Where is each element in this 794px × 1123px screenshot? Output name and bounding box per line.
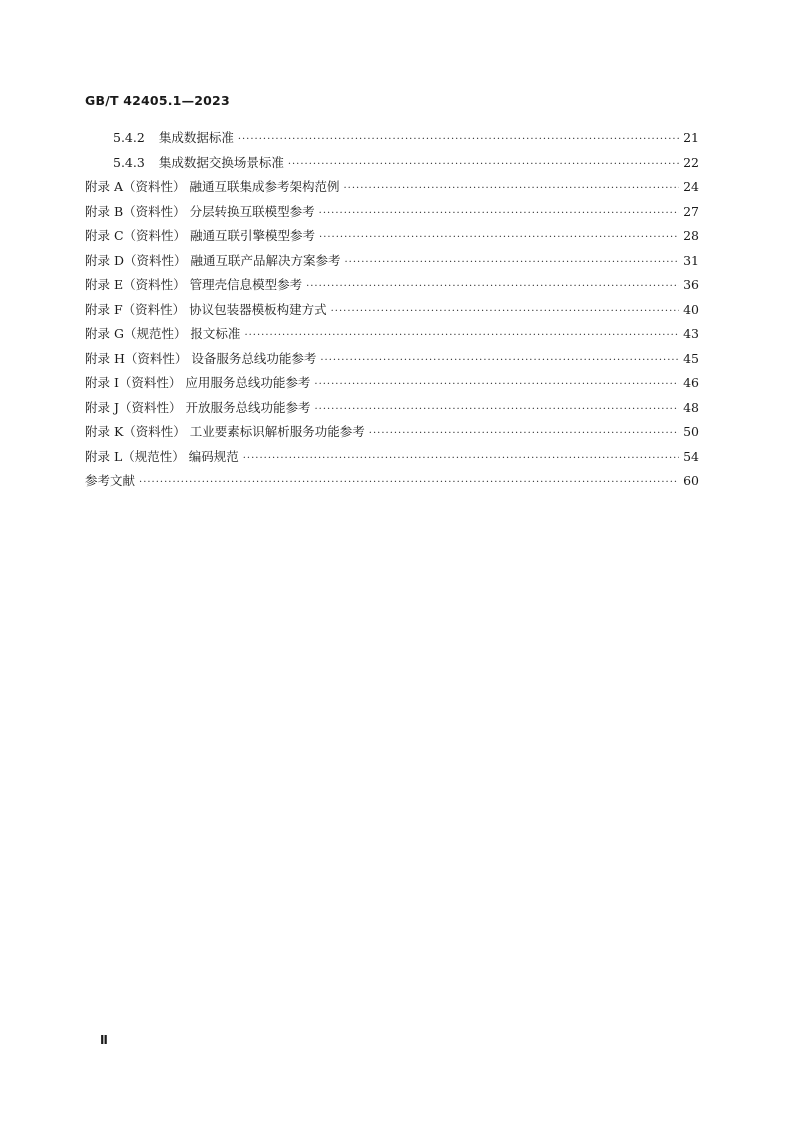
toc-entry-number: 5.4.3 (113, 154, 145, 170)
document-code: GB/T 42405.1—2023 (85, 93, 230, 108)
toc-entry[interactable] (85, 324, 699, 349)
toc-entry[interactable] (85, 177, 699, 202)
toc-entry-title: 附录 F（资料性） 协议包装器模板构建方式 (85, 301, 327, 317)
toc-dot-leader (369, 424, 679, 444)
toc-dot-leader (320, 351, 679, 371)
toc-entry-title: 集成数据交换场景标准 (158, 154, 284, 170)
toc-entry[interactable] (85, 398, 699, 423)
toc-dot-leader (243, 449, 679, 469)
toc-entry-title: 附录 E（资料性） 管理壳信息模型参考 (85, 277, 303, 292)
toc-entry-title: 集成数据标准 (158, 130, 234, 145)
toc-entry-title: 附录 A（资料性） 融通互联集成参考架构范例 (85, 179, 340, 194)
toc-entry[interactable] (85, 153, 699, 178)
toc-dot-leader (238, 130, 679, 150)
toc-dot-leader (288, 155, 679, 175)
toc-entry[interactable] (85, 447, 699, 472)
toc-dot-leader (331, 302, 679, 322)
table-of-contents (85, 128, 699, 496)
toc-entry-page: 31 (683, 252, 699, 268)
toc-entry-title: 附录 L（规范性） 编码规范 (85, 448, 239, 464)
toc-entry[interactable] (85, 251, 699, 276)
toc-entry-title: 附录 H（资料性） 设备服务总线功能参考 (85, 350, 317, 366)
toc-dot-leader (306, 277, 679, 297)
toc-entry[interactable] (85, 373, 699, 398)
toc-entry[interactable] (85, 349, 699, 374)
toc-dot-leader (319, 204, 679, 224)
toc-entry-title: 附录 I（资料性） 应用服务总线功能参考 (85, 375, 311, 390)
toc-entry-page: 54 (683, 448, 699, 464)
toc-dot-leader (344, 253, 679, 273)
toc-entry-title: 附录 K（资料性） 工业要素标识解析服务功能参考 (85, 424, 365, 439)
toc-entry-title: 附录 C（资料性） 融通互联引擎模型参考 (85, 228, 316, 243)
toc-entry-page: 48 (683, 399, 699, 415)
toc-entry-title: 附录 D（资料性） 融通互联产品解决方案参考 (85, 252, 341, 268)
toc-entry-page: 46 (683, 375, 699, 390)
toc-entry-page: 24 (683, 179, 699, 194)
toc-entry[interactable] (85, 202, 699, 227)
toc-entry-page: 22 (683, 154, 699, 170)
toc-entry-page: 50 (683, 424, 699, 439)
toc-entry-page: 21 (683, 130, 699, 145)
toc-entry[interactable] (85, 275, 699, 300)
toc-entry[interactable] (85, 422, 699, 447)
toc-entry-page: 36 (683, 277, 699, 292)
toc-entry-page: 27 (683, 203, 699, 219)
page-number: Ⅱ (100, 1033, 108, 1047)
toc-entry-number: 5.4.2 (113, 130, 145, 145)
toc-dot-leader (314, 400, 679, 420)
toc-entry[interactable] (85, 300, 699, 325)
toc-dot-leader (343, 179, 679, 199)
toc-dot-leader (319, 228, 679, 248)
toc-dot-leader (314, 375, 679, 395)
toc-entry-title: 附录 B（资料性） 分层转换互联模型参考 (85, 203, 315, 219)
toc-entry-page: 43 (683, 326, 699, 341)
toc-entry-title: 参考文献 (85, 473, 136, 488)
toc-entry-page: 60 (683, 473, 699, 488)
toc-dot-leader (139, 473, 679, 493)
toc-dot-leader (244, 326, 679, 346)
toc-entry-title: 附录 G（规范性） 报文标准 (85, 326, 241, 341)
toc-entry-page: 40 (683, 301, 699, 317)
toc-entry[interactable] (85, 226, 699, 251)
toc-entry[interactable] (85, 128, 699, 153)
toc-entry-page: 45 (683, 350, 699, 366)
toc-entry-page: 28 (683, 228, 699, 243)
toc-entry-title: 附录 J（资料性） 开放服务总线功能参考 (85, 399, 311, 415)
toc-entry[interactable] (85, 471, 699, 496)
